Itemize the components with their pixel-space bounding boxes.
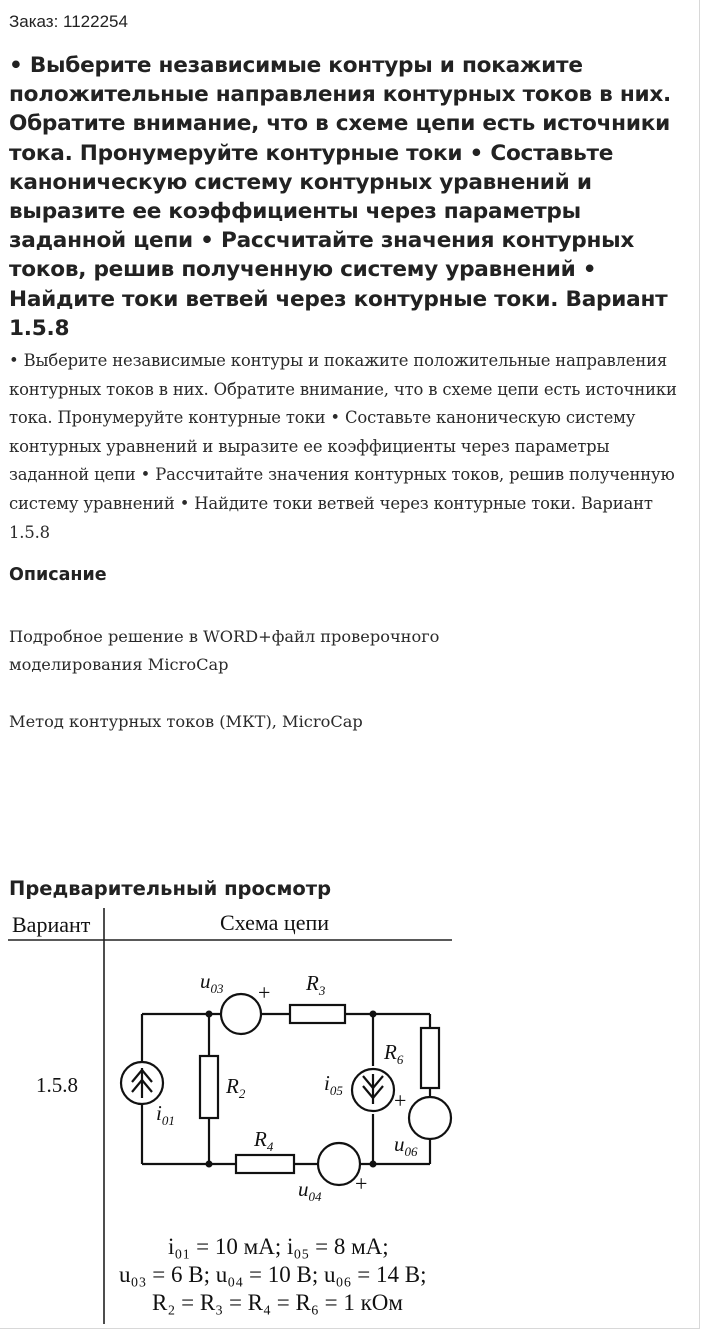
plus-u03: + <box>258 980 271 1005</box>
table-col-variant: Вариант <box>12 912 91 937</box>
preview-image <box>0 906 460 1326</box>
params-line-3: R₂ = R₃ = R₄ = R₆ = 1 кОм <box>152 1290 403 1315</box>
task-description: • Выберите независимые контуры и покажите положительные направления контурных токов в них. Обратите внимание, что в схеме цепи есть источники тока. Пронумеруйте контурные токи • Составьте каноническую систему контурных уравнений и выразите ее коэффициенты через параметры заданной цепи • Рассчитайте значения контурных токов, решив полученную систему уравнений • Найдите токи ветвей через контурные токи. Вариант 1.5.8 <box>9 351 677 542</box>
table-col-scheme: Схема цепи <box>220 910 330 935</box>
label-u03: $u_{03}$ <box>200 969 224 996</box>
params-line-2: u₀₃ = 6 В; u₀₄ = 10 В; u₀₆ = 14 В; <box>119 1262 427 1287</box>
variant-number: 1.5.8 <box>36 1073 78 1097</box>
resistor-r6 <box>421 1028 439 1088</box>
description-line-2: Метод контурных токов (МКТ), MicroCap <box>9 712 363 731</box>
voltage-source-u03 <box>221 994 261 1034</box>
resistor-r2 <box>200 1056 218 1118</box>
voltage-source-u06 <box>409 1097 451 1139</box>
params-line-1: i₀₁ = 10 мА; i₀₅ = 8 мА; <box>168 1234 389 1259</box>
label-r6: $R_6$ <box>384 1040 404 1067</box>
description-line-1: Подробное решение в WORD+файл проверочного моделирования MicroCap <box>9 627 440 674</box>
plus-u06: + <box>394 1088 407 1113</box>
order-number: Заказ: 1122254 <box>9 12 128 31</box>
resistor-r4 <box>236 1155 294 1173</box>
label-r4: $R_4$ <box>254 1127 274 1154</box>
label-r2: $R_2$ <box>226 1074 246 1101</box>
label-u06: $u_{06}$ <box>394 1132 418 1159</box>
current-source-i05 <box>352 1069 394 1111</box>
current-source-i01 <box>121 1062 163 1104</box>
label-i05: $i_{05}$ <box>324 1071 343 1098</box>
label-u04: $u_{04}$ <box>298 1177 322 1204</box>
description-heading: Описание <box>9 565 107 585</box>
page-title: • Выберите независимые контуры и покажите положительные направления контурных токов в них. Обратите внимание, что в схеме цепи есть источники тока. Пронумеруйте контурные токи • Составьте каноническую систему контурных уравнений и выразите ее коэффициенты через параметры заданной цепи • Рассчитайте значения контурных токов, решив полученную систему уравнений • Найдите токи ветвей через контурные токи. Вариант 1.5.8 <box>9 53 672 341</box>
resistor-r3 <box>290 1005 345 1023</box>
voltage-source-u04 <box>318 1143 360 1185</box>
label-i01: $i_{01}$ <box>156 1101 175 1128</box>
plus-u04: + <box>355 1171 368 1196</box>
preview-heading: Предварительный просмотр <box>9 877 332 900</box>
label-r3: $R_3$ <box>306 971 326 998</box>
